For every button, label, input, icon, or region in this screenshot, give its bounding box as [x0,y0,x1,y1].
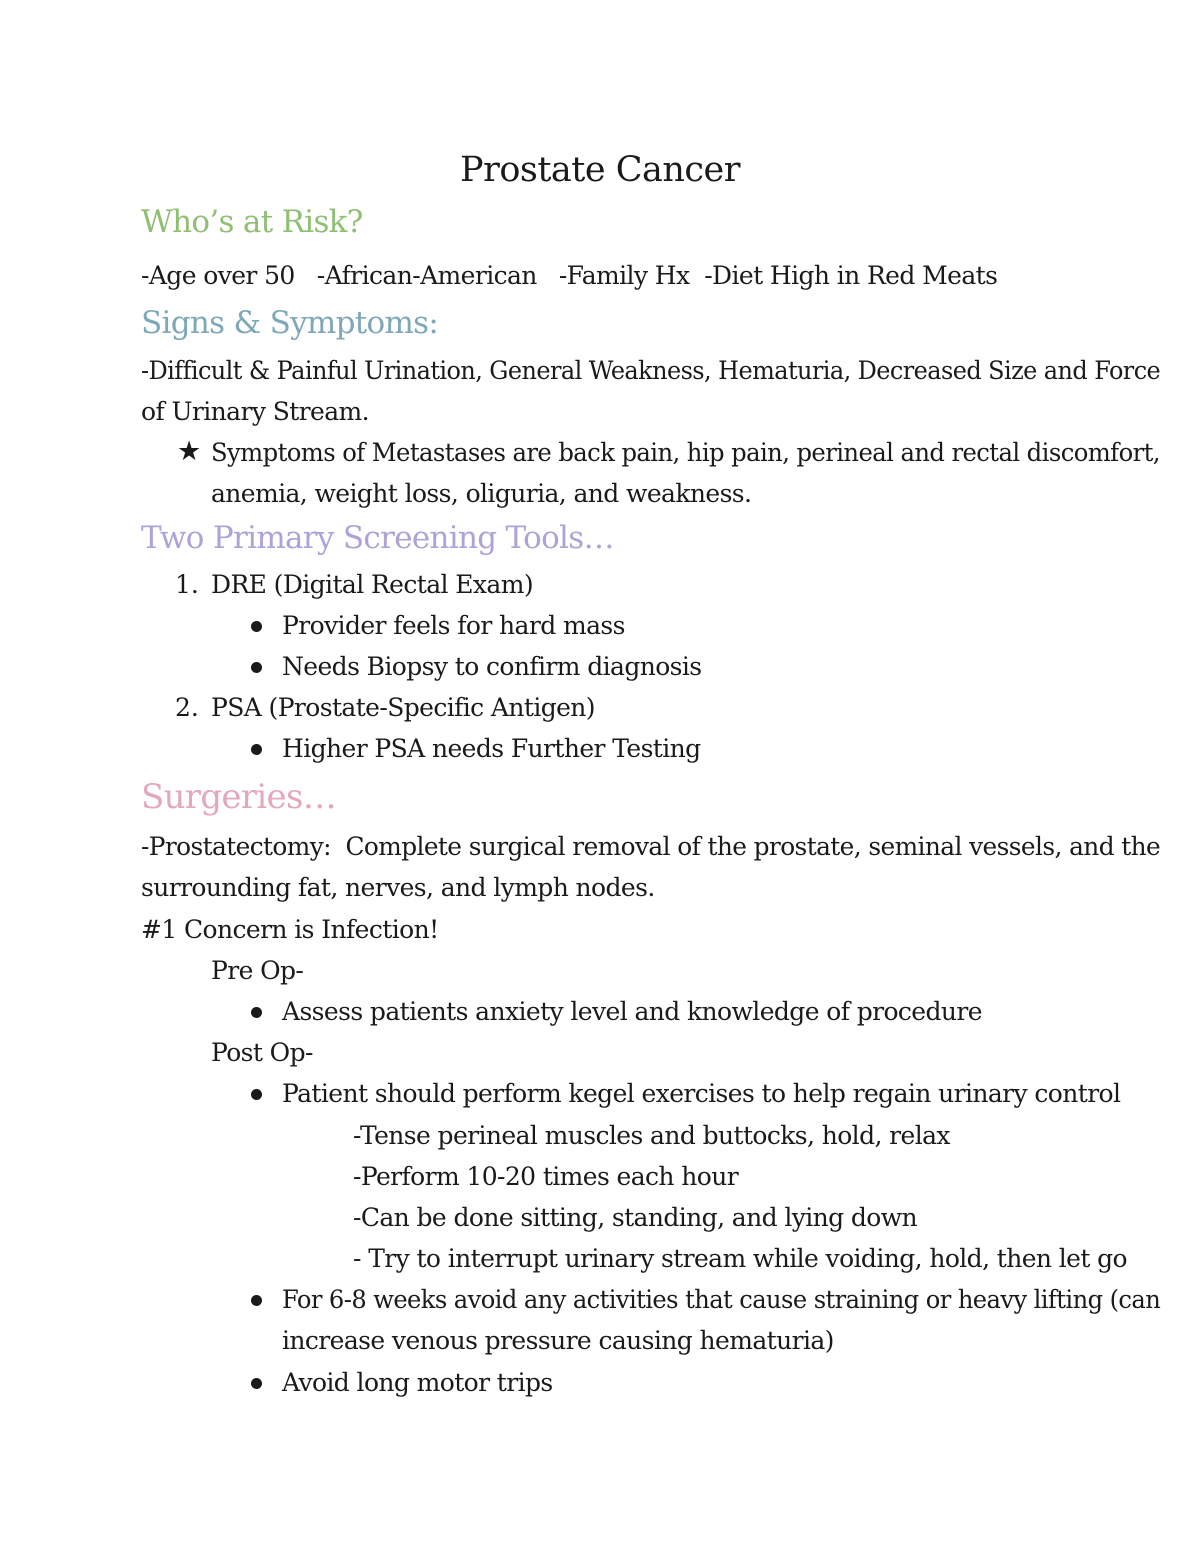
bullet-icon [251,744,262,755]
tool-item-dre: DRE (Digital Rectal Exam) [211,570,533,599]
signs-heading: Signs & Symptoms: [141,305,439,341]
page-title: Prostate Cancer [460,150,740,190]
list-item: Higher PSA needs Further Testing [282,734,701,763]
bullet-icon [251,621,262,632]
list-number: 2. [175,693,199,722]
list-item: Patient should perform kegel exercises to help regain urinary control [282,1079,1121,1108]
postop-label: Post Op- [211,1038,313,1067]
bullet-icon [251,1007,262,1018]
list-item: Needs Biopsy to confirm diagnosis [282,652,702,681]
star-bullet-icon: ★ [177,436,202,467]
list-number: 1. [175,570,199,599]
kegel-step: -Tense perineal muscles and buttocks, hold, relax [353,1121,950,1150]
tool-item-psa: PSA (Prostate-Specific Antigen) [211,693,595,722]
tools-heading: Two Primary Screening Tools… [141,520,614,556]
kegel-step: - Try to interrupt urinary stream while voiding, hold, then let go [353,1244,1127,1273]
kegel-step: -Can be done sitting, standing, and lying down [353,1203,918,1232]
bullet-icon [251,662,262,673]
list-item: Assess patients anxiety level and knowledge of procedure [282,997,982,1026]
list-item: Provider feels for hard mass [282,611,625,640]
signs-text-line-2: of Urinary Stream. [141,397,369,426]
list-item: For 6-8 weeks avoid any activities that cause straining or heavy lifting (can [282,1285,1161,1314]
preop-label: Pre Op- [211,956,304,985]
surgeries-heading: Surgeries… [141,777,337,817]
metastases-line-1: Symptoms of Metastases are back pain, hip pain, perineal and rectal discomfort, [211,438,1160,467]
signs-text-line-1: -Difficult & Painful Urination, General Weakness, Hematuria, Decreased Size and Force [141,356,1161,385]
prostatectomy-line-1: -Prostatectomy: Complete surgical removal of the prostate, seminal vessels, and the [141,832,1161,861]
metastases-line-2: anemia, weight loss, oliguria, and weakness. [211,479,752,508]
list-item: Avoid long motor trips [282,1368,553,1397]
list-item-continued: increase venous pressure causing hematuria) [282,1326,834,1355]
prostatectomy-line-2: surrounding fat, nerves, and lymph nodes. [141,873,655,902]
bullet-icon [251,1295,262,1306]
bullet-icon [251,1378,262,1389]
concern-text: #1 Concern is Infection! [141,915,439,944]
risk-factors-text: -Age over 50 -African-American -Family Hx -Diet High in Red Meats [141,261,998,290]
bullet-icon [251,1089,262,1100]
kegel-step: -Perform 10-20 times each hour [353,1162,739,1191]
risk-heading: Who’s at Risk? [141,204,363,240]
